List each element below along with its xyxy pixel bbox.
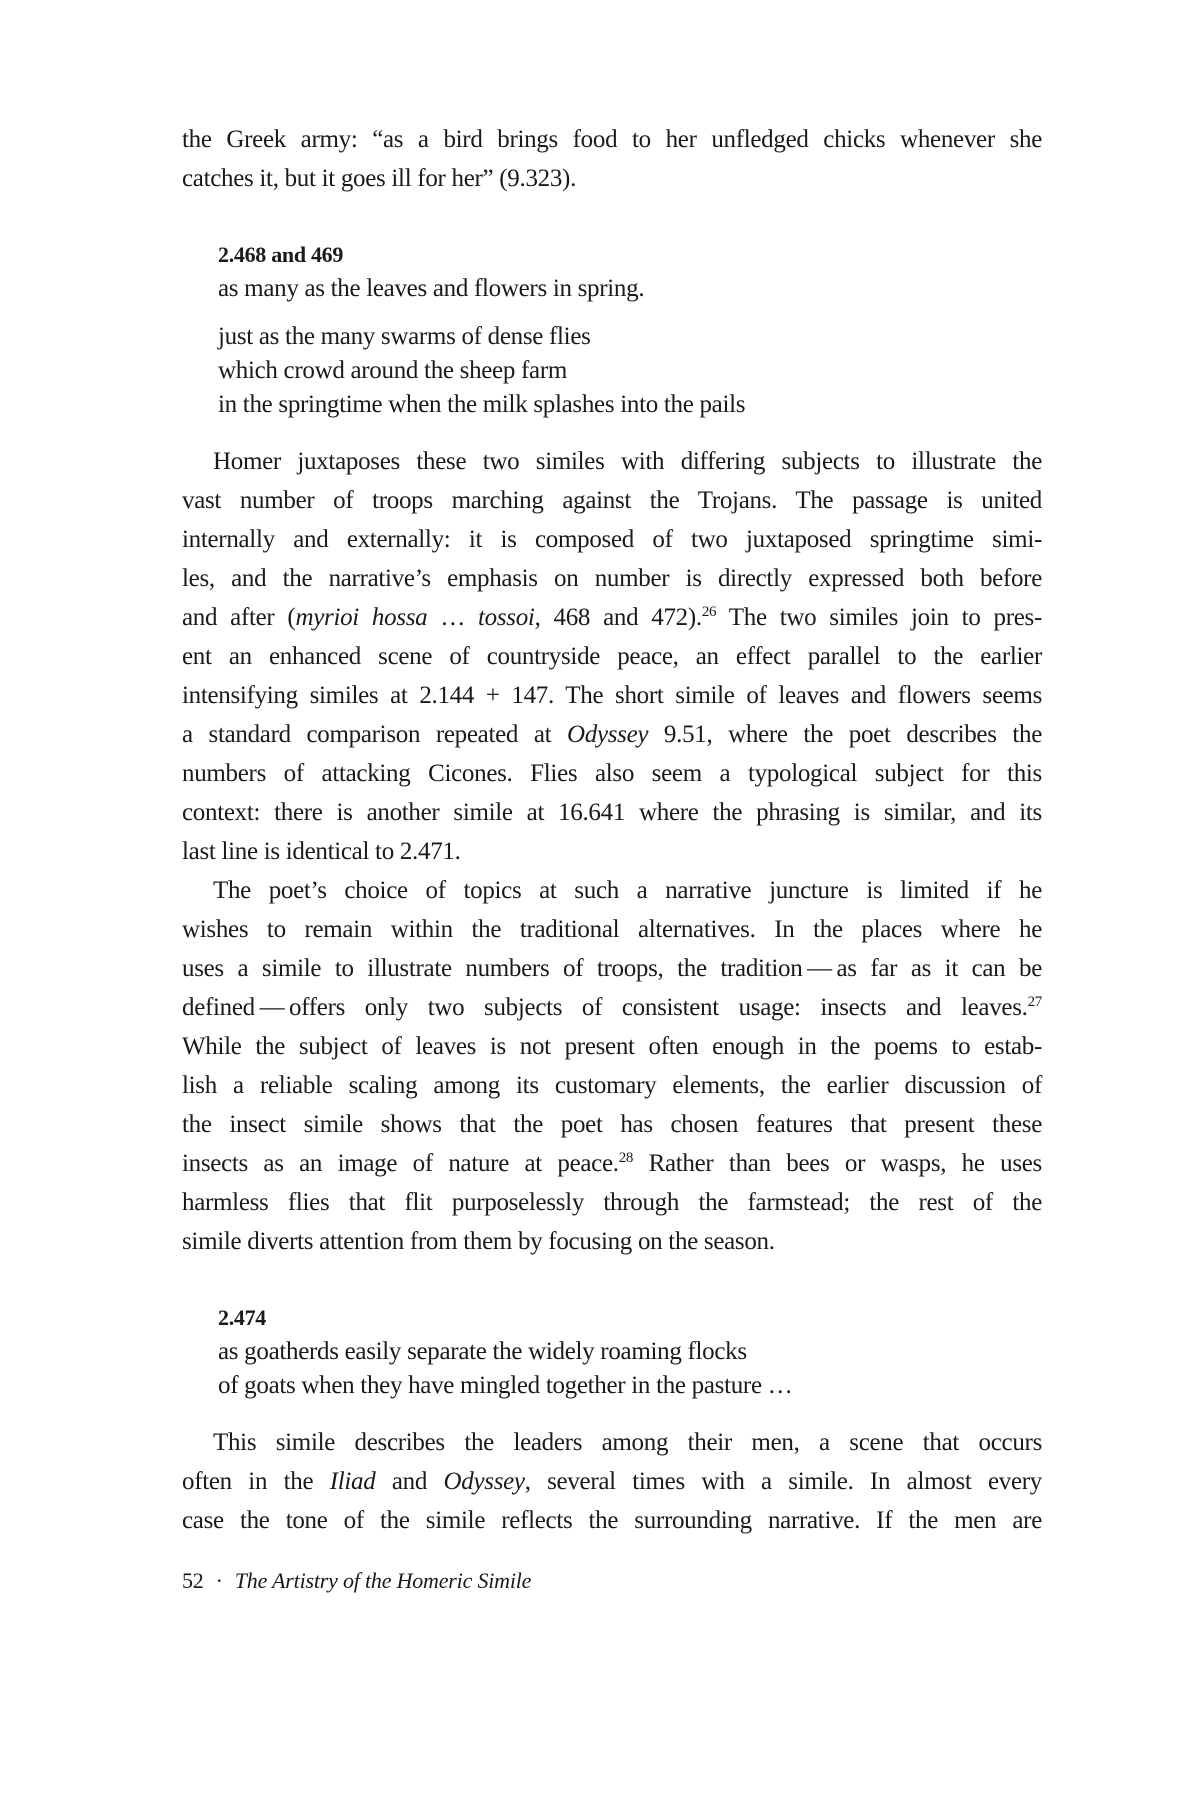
- text-line: case the tone of the simile reflects the surrounding narrative. If the men are: [182, 1507, 1042, 1534]
- verse-line: of goats when they have mingled together in the pasture …: [218, 1372, 793, 1399]
- text-line: internally and externally: it is composed of two juxtaposed springtime simi-: [182, 526, 1042, 553]
- text-span: a standard comparison repeated at: [182, 721, 567, 748]
- footnote-marker[interactable]: 26: [701, 604, 717, 620]
- italic-term: myrioi hossa: [295, 604, 428, 631]
- page-number: 52: [182, 1568, 204, 1593]
- text-span: …: [427, 604, 479, 631]
- text-line: The poet’s choice of topics at such a narrative juncture is limited if he: [213, 877, 1042, 904]
- opening-paragraph: [182, 120, 1042, 198]
- text-line: This simile describes the leaders among their men, a scene that occurs: [213, 1429, 1042, 1456]
- italic-title: Odyssey: [567, 721, 649, 748]
- verse-quote: [182, 320, 1042, 422]
- body-paragraph: [182, 1423, 1042, 1540]
- text-span: , several times with a simile. In almost every: [524, 1468, 1042, 1495]
- text-line: numbers of attacking Cicones. Flies also seem a typological subject for this: [182, 760, 1042, 787]
- italic-title: Iliad: [329, 1468, 376, 1495]
- verse-line: which crowd around the sheep farm: [218, 357, 567, 384]
- text-line: les, and the narrative’s emphasis on number is directly expressed both before: [182, 565, 1042, 592]
- text-line: Homer juxtaposes these two similes with differing subjects to illustrate the: [213, 448, 1042, 475]
- text-line: last line is identical to 2.471.: [182, 838, 461, 865]
- text-line: [182, 715, 1042, 754]
- text-span: and: [375, 1468, 444, 1495]
- text-line: While the subject of leaves is not present often enough in the poems to estab-: [182, 1033, 1042, 1060]
- verse-quote: [182, 1335, 1042, 1403]
- italic-term: tossoi: [478, 604, 535, 631]
- text-line: catches it, but it goes ill for her” (9.323).: [182, 165, 577, 192]
- text-span: The two similes join to pres-: [716, 604, 1042, 631]
- separator-dot: ·: [215, 1568, 223, 1593]
- italic-title: Odyssey: [443, 1468, 525, 1495]
- text-span: and after (: [182, 604, 296, 631]
- text-span: defined — offers only two subjects of consistent usage: insects and leaves.: [182, 994, 1028, 1021]
- text-line: intensifying similes at 2.144 + 147. The short simile of leaves and flowers seems: [182, 682, 1042, 709]
- text-line: ent an enhanced scene of countryside peace, an effect parallel to the earlier: [182, 643, 1042, 670]
- text-span: insects as an image of nature at peace.: [182, 1150, 619, 1177]
- verse-line: as many as the leaves and flowers in spring.: [218, 275, 645, 302]
- footnote-marker[interactable]: 28: [618, 1150, 634, 1166]
- section-heading: 2.468 and 469: [218, 242, 344, 267]
- text-line: simile diverts attention from them by focusing on the season.: [182, 1228, 775, 1255]
- text-span: 9.51, where the poet describes the: [648, 721, 1042, 748]
- page-footer: [182, 1568, 531, 1594]
- text-line: vast number of troops marching against the Trojans. The passage is united: [182, 487, 1042, 514]
- section-heading: 2.474: [218, 1305, 267, 1330]
- text-line: [182, 1462, 1042, 1501]
- body-paragraph: [182, 871, 1042, 1261]
- text-line: [182, 1144, 1042, 1183]
- text-span: often in the: [182, 1468, 330, 1495]
- text-line: the Greek army: “as a bird brings food to her unfledged chicks whenever she: [182, 126, 1042, 153]
- text-line: uses a simile to illustrate numbers of troops, the tradition — as far as it can be: [182, 955, 1042, 982]
- verse-line: as goatherds easily separate the widely roaming flocks: [218, 1338, 747, 1365]
- book-title: The Artistry of the Homeric Simile: [234, 1568, 532, 1593]
- text-line: the insect simile shows that the poet has chosen features that present these: [182, 1111, 1042, 1138]
- verse-line: in the springtime when the milk splashes into the pails: [218, 391, 746, 418]
- text-line: context: there is another simile at 16.641 where the phrasing is similar, and its: [182, 799, 1042, 826]
- text-line: [182, 988, 1042, 1027]
- body-paragraph: [182, 442, 1042, 871]
- text-line: [182, 598, 1042, 637]
- verse-line: just as the many swarms of dense flies: [218, 323, 591, 350]
- verse-quote: [182, 272, 1042, 306]
- text-line: lish a reliable scaling among its customary elements, the earlier discussion of: [182, 1072, 1042, 1099]
- text-line: harmless flies that flit purposelessly through the farmstead; the rest of the: [182, 1189, 1042, 1216]
- text-line: wishes to remain within the traditional alternatives. In the places where he: [182, 916, 1042, 943]
- text-span: , 468 and 472).: [534, 604, 702, 631]
- page-body: [182, 120, 1042, 1540]
- text-span: Rather than bees or wasps, he uses: [633, 1150, 1042, 1177]
- footnote-marker[interactable]: 27: [1027, 994, 1042, 1010]
